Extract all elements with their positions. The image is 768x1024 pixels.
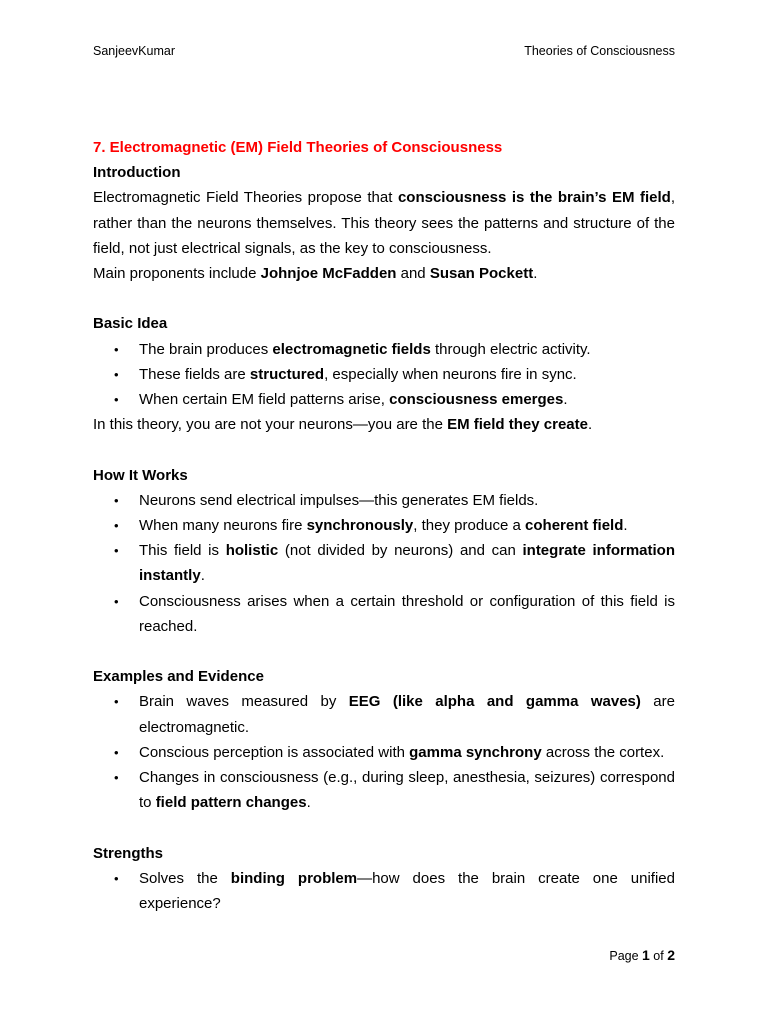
bullet-icon: •	[114, 366, 119, 382]
text-run: The brain produces	[139, 340, 273, 358]
text-run: Conscious perception is associated with	[139, 743, 410, 761]
section-heading-basic-idea: Basic Idea	[93, 315, 168, 333]
text-run: This field is	[139, 542, 226, 560]
bullet-icon: •	[114, 744, 119, 760]
bullet-icon: •	[114, 518, 119, 534]
text-run: .	[306, 794, 311, 812]
text-run: .	[533, 265, 538, 283]
proponents-paragraph	[93, 261, 675, 286]
bold-run: coherent field	[525, 517, 624, 535]
text-run: , they produce a	[413, 517, 526, 535]
list-item	[93, 765, 675, 815]
bullet-icon: •	[114, 770, 119, 786]
bullet-icon: •	[114, 543, 119, 559]
basic-idea-list	[93, 337, 675, 413]
header-author: SanjeevKumar	[93, 44, 175, 58]
bold-run: synchronously	[306, 517, 414, 535]
how-it-works-list	[93, 488, 675, 639]
list-item	[93, 538, 675, 588]
page-total: 2	[667, 947, 675, 963]
page-number-footer	[609, 946, 675, 965]
page-label: Page	[609, 949, 643, 963]
text-run: .	[200, 567, 205, 585]
text-run: Changes in consciousness (e.g., during sleep, anesthesia, seizures) correspond to	[139, 769, 675, 812]
text-run: Main proponents include	[93, 265, 261, 283]
text-run: Solves the	[139, 869, 231, 887]
bold-run: EM field they create	[447, 416, 588, 434]
header-title: Theories of Consciousness	[524, 44, 675, 58]
bold-run: Susan Pockett	[429, 265, 534, 283]
bold-run: field pattern changes	[155, 794, 307, 812]
list-item	[93, 689, 675, 739]
text-run: across the cortex.	[541, 743, 665, 761]
document-body	[93, 135, 675, 916]
bold-run: electromagnetic fields	[272, 340, 431, 358]
basic-idea-summary	[93, 412, 675, 437]
bold-run: integrate information instantly	[139, 542, 675, 585]
text-run: through electric activity.	[430, 340, 591, 358]
chapter-title: 7. Electromagnetic (EM) Field Theories of Consciousness	[93, 139, 503, 156]
bold-run: gamma synchrony	[409, 743, 542, 761]
text-run: and	[396, 265, 430, 283]
text-run: .	[623, 517, 628, 535]
bold-run: consciousness emerges	[389, 391, 564, 409]
section-heading-strengths: Strengths	[93, 844, 164, 862]
bold-run: Johnjoe McFadden	[260, 265, 397, 283]
spacer	[93, 639, 675, 664]
bullet-icon: •	[114, 694, 119, 710]
text-run: (not divided by neurons) and can	[278, 542, 523, 560]
list-item	[93, 337, 675, 362]
text-run: , especially when neurons fire in sync.	[324, 365, 577, 383]
text-run: are electromagnetic.	[139, 693, 675, 736]
bullet-icon: •	[114, 341, 119, 357]
list-item	[93, 866, 675, 916]
bold-run: consciousness is the brain’s EM field	[397, 189, 671, 207]
page-number: 1	[642, 947, 650, 963]
text-run: Neurons send electrical impulses—this generates EM fields.	[139, 491, 539, 509]
bold-run: holistic	[225, 542, 279, 560]
text-run: Brain waves measured by	[139, 693, 349, 711]
section-heading-evidence: Examples and Evidence	[93, 668, 264, 686]
bullet-icon: •	[114, 593, 119, 609]
spacer	[93, 286, 675, 311]
section-heading-introduction: Introduction	[93, 164, 181, 182]
text-run: When many neurons fire	[139, 517, 307, 535]
bullet-icon: •	[114, 492, 119, 508]
list-item	[93, 488, 675, 513]
list-item	[93, 362, 675, 387]
list-item	[93, 740, 675, 765]
of-label: of	[649, 949, 668, 963]
bullet-icon: •	[114, 392, 119, 408]
bold-run: EEG (like alpha and gamma waves)	[348, 693, 641, 711]
strengths-list	[93, 866, 675, 916]
bold-run: binding problem	[230, 869, 358, 887]
spacer	[93, 815, 675, 840]
text-run: .	[587, 416, 593, 434]
text-run: In this theory, you are not your neurons—you are the	[93, 416, 448, 434]
text-run: Electromagnetic Field Theories propose that	[93, 189, 398, 207]
spacer	[93, 437, 675, 462]
text-run: When certain EM field patterns arise,	[139, 391, 390, 409]
text-run: , rather than the neurons themselves. This theory sees the patterns and structure of the field, not just electrical signals, as the key to consciousness.	[93, 189, 676, 257]
evidence-list	[93, 689, 675, 815]
list-item	[93, 513, 675, 538]
bold-run: structured	[249, 365, 325, 383]
bullet-icon: •	[114, 870, 119, 886]
text-run: .	[563, 391, 568, 409]
list-item	[93, 387, 675, 412]
intro-paragraph	[93, 185, 675, 261]
text-run: —how does the brain create one unified experience?	[139, 869, 675, 913]
list-item	[93, 589, 675, 639]
text-run: These fields are	[139, 365, 250, 383]
text-run: Consciousness arises when a certain threshold or configuration of this field is reached.	[139, 592, 675, 635]
section-heading-how-it-works: How It Works	[93, 466, 188, 484]
